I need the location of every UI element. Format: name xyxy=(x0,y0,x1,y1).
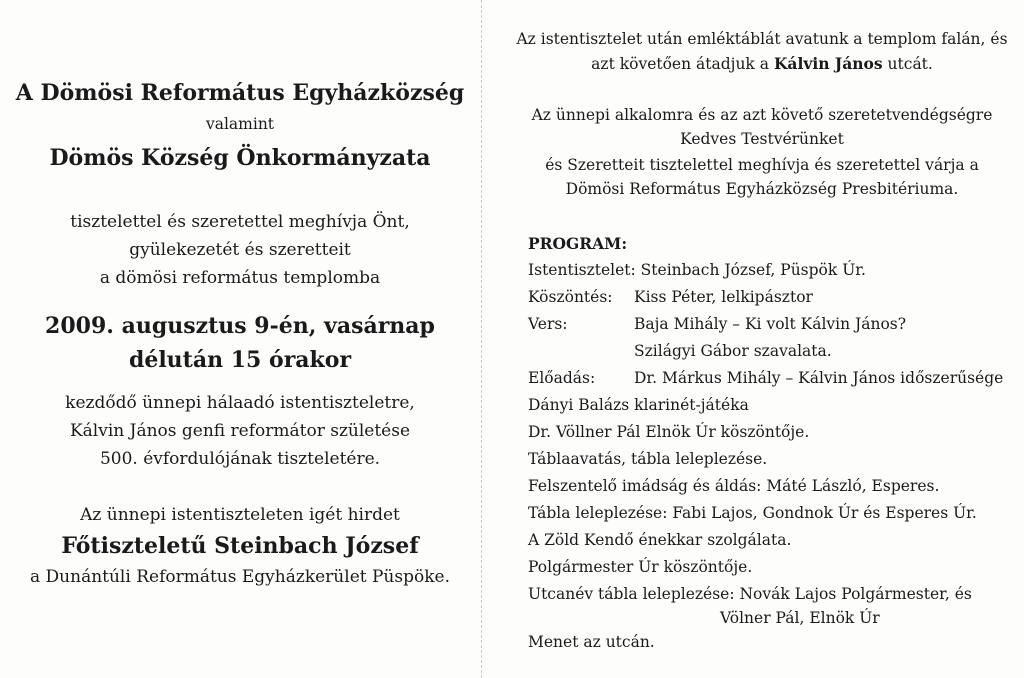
welcome-line-1: Az ünnepi alkalomra és az azt követő szeretetvendégségre xyxy=(531,106,993,124)
fold-line xyxy=(481,0,482,678)
plaque-line-2-start: azt követően átadjuk a xyxy=(591,55,774,73)
program-row-7: Dr. Völlner Pál Elnök Úr köszöntője. xyxy=(528,423,810,441)
program-row-2 xyxy=(528,288,813,306)
plaque-line-2-end: utcát. xyxy=(882,55,933,73)
purpose-line-2: Kálvin János genfi reformátor születése xyxy=(69,421,411,441)
org-title-1: A Dömösi Református Egyházközség xyxy=(15,80,465,106)
program-row-3-label: Vers: xyxy=(528,315,568,333)
preacher-title: a Dunántúli Református Egyházkerület Püspöke. xyxy=(30,567,450,587)
purpose-line-1: kezdődő ünnepi hálaadó istentiszteletre, xyxy=(65,393,415,413)
purpose-line-3: 500. évfordulójának tiszteletére. xyxy=(99,449,381,469)
program-row-3-text: Baja Mihály – Ki volt Kálvin János? xyxy=(634,315,907,333)
right-page xyxy=(500,0,1024,678)
plaque-line-2 xyxy=(500,54,1024,73)
plaque-line-1: Az istentisztelet után emléktáblát avatunk a templom falán, és xyxy=(516,30,1008,48)
program-row-3 xyxy=(528,315,906,333)
program-row-11: A Zöld Kendő énekkar szolgálata. xyxy=(528,531,792,549)
program-row-2-label: Köszöntés: xyxy=(528,288,613,306)
org-title-2: Dömös Község Önkormányzata xyxy=(49,145,431,171)
left-page xyxy=(0,0,480,678)
program-row-12: Polgármester Úr köszöntője. xyxy=(528,558,753,576)
preacher-intro: Az ünnepi istentiszteleten igét hirdet xyxy=(80,505,400,525)
program-row-5-label: Előadás: xyxy=(528,369,596,387)
program-row-8: Táblaavatás, tábla leleplezése. xyxy=(528,450,768,468)
program-row-5 xyxy=(528,369,1003,387)
welcome-line-3: és Szeretteit tisztelettel meghívja és szeretettel várja a xyxy=(545,156,979,174)
program-title: PROGRAM: xyxy=(528,234,628,253)
welcome-line-4: Dömösi Református Egyházközség Presbitériuma. xyxy=(565,180,959,198)
invite-line-1: tisztelettel és szeretettel meghívja Önt, xyxy=(70,212,410,232)
program-row-9: Felszentelő imádság és áldás: Máté László, Esperes. xyxy=(528,477,940,495)
program-row-1: Istentisztelet: Steinbach József, Püspök Úr. xyxy=(528,261,866,279)
conjunction-text: valamint xyxy=(205,115,275,133)
program-row-6: Dányi Balázs klarinét-játéka xyxy=(528,396,749,414)
invite-line-3: a dömösi református templomba xyxy=(99,268,381,288)
program-row-4: Szilágyi Gábor szavalata. xyxy=(634,342,832,360)
event-time: délután 15 órakor xyxy=(128,347,352,373)
program-row-2-text: Kiss Péter, lelkipásztor xyxy=(634,288,813,306)
program-row-14: Völner Pál, Elnök Úr xyxy=(720,609,880,627)
program-row-5-text: Dr. Márkus Mihály – Kálvin János időszerűsége xyxy=(634,369,1004,387)
program-row-15: Menet az utcán. xyxy=(528,633,655,651)
program-row-13: Utcanév tábla leleplezése: Novák Lajos Polgármester, és xyxy=(528,585,972,603)
program-row-10: Tábla leleplezése: Fabi Lajos, Gondnok Úr és Esperes Úr. xyxy=(528,504,977,522)
preacher-name: Főtiszteletű Steinbach József xyxy=(61,533,419,559)
invite-line-2: gyülekezetét és szeretteit xyxy=(129,240,351,260)
welcome-line-2: Kedves Testvérünket xyxy=(680,130,844,148)
event-date: 2009. augusztus 9-én, vasárnap xyxy=(45,313,435,339)
street-name: Kálvin János xyxy=(773,54,883,73)
